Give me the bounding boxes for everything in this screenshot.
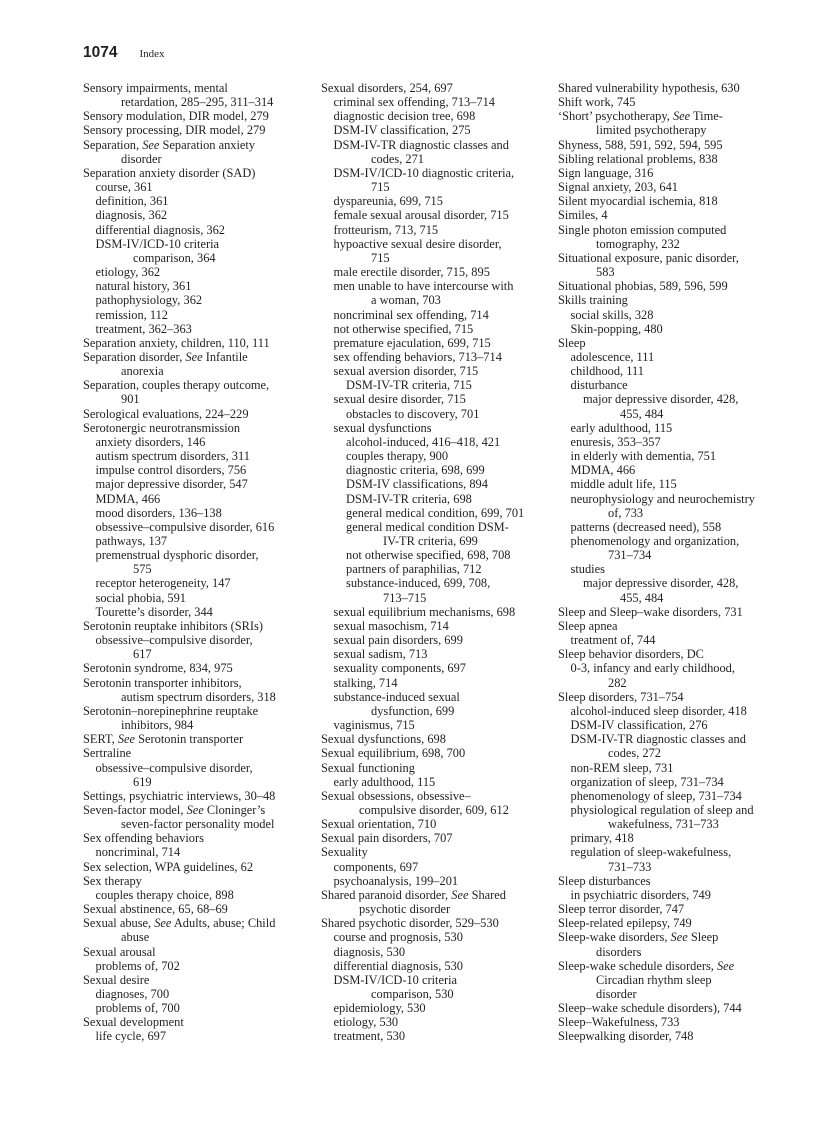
index-entry: Silent myocardial ischemia, 818: [558, 194, 718, 209]
index-entry: Sertraline: [83, 746, 132, 761]
index-subentry: couples therapy, 900: [346, 449, 449, 464]
index-entry-continuation: 282: [608, 675, 627, 690]
entry-text: Cloninger’s: [203, 802, 266, 817]
index-entry: Sleep disturbances: [558, 873, 651, 888]
index-entry-continuation: comparison, 530: [371, 987, 454, 1001]
entry-text: Shared paranoid disorder,: [321, 887, 452, 902]
index-subentry: substance-induced, 699, 708,: [346, 576, 491, 591]
index-entry: Sleep behavior disorders, DC: [558, 647, 704, 662]
entry-text: Separation anxiety: [159, 137, 256, 152]
index-entry: Serotonin–norepinephrine reuptake: [83, 703, 259, 718]
index-subentry: stalking, 714: [333, 675, 398, 690]
index-subentry: organization of sleep, 731–734: [570, 774, 724, 789]
index-subentry: DSM-IV/ICD-10 criteria: [333, 972, 458, 987]
index-entry: Sex therapy: [83, 873, 142, 888]
index-entry: Shared psychotic disorder, 529–530: [321, 916, 499, 931]
index-subentry: sexual sadism, 713: [333, 647, 428, 662]
index-entry: Sexual pain disorders, 707: [321, 831, 453, 846]
index-subentry: couples therapy choice, 898: [95, 887, 234, 902]
index-entry-continuation: 731–734: [608, 548, 652, 563]
index-subentry: mood disorders, 136–138: [95, 505, 222, 520]
entry-text: Sexual abuse,: [83, 916, 155, 931]
index-subentry: Skin-popping, 480: [570, 321, 663, 336]
index-subentry: DSM-IV-TR diagnostic classes and: [570, 732, 746, 747]
index-subentry: differential diagnosis, 362: [95, 222, 226, 237]
index-entry: [558, 959, 790, 973]
index-subentry: DSM-IV/ICD-10 diagnostic criteria,: [333, 165, 515, 180]
index-subentry: Tourette’s disorder, 344: [95, 604, 213, 619]
index-subentry: vaginismus, 715: [333, 718, 415, 733]
index-column-3: [558, 81, 790, 1044]
see-reference: See: [142, 137, 160, 152]
entry-text: Infantile: [202, 349, 248, 364]
index-entry-continuation: 731–733: [608, 859, 652, 874]
index-subentry: adolescence, 111: [570, 349, 655, 364]
see-reference: See: [186, 802, 204, 817]
running-header: [83, 44, 165, 62]
index-subentry: phenomenology of sleep, 731–734: [570, 788, 742, 803]
index-entry: Sexual obsessions, obsessive–: [321, 788, 471, 803]
index-subentry: male erectile disorder, 715, 895: [333, 265, 490, 280]
see-reference: See: [672, 109, 691, 124]
index-entry: Sleep: [558, 335, 586, 350]
index-subentry: alcohol-induced sleep disorder, 418: [570, 703, 747, 718]
index-subentry: not otherwise specified, 698, 708: [346, 548, 511, 563]
index-entry: Sexual functioning: [321, 760, 415, 775]
index-entry-continuation: abuse: [121, 930, 150, 945]
index-entry: Sex selection, WPA guidelines, 62: [83, 859, 254, 874]
entry-text: Serotonin transporter: [135, 732, 244, 747]
index-entry-continuation: wakefulness, 731–733: [608, 817, 719, 832]
index-entry-continuation: 617: [133, 647, 152, 662]
index-subentry: major depressive disorder, 428,: [583, 576, 739, 591]
index-subentry: remission, 112: [95, 307, 169, 322]
see-reference: See: [451, 887, 469, 902]
index-entry-continuation: 455, 484: [620, 590, 664, 605]
index-subentry: middle adult life, 115: [570, 477, 677, 492]
index-entry-continuation: retardation, 285–295, 311–314: [121, 95, 274, 110]
index-subentry: treatment, 362–363: [95, 321, 192, 336]
index-subentry: DSM-IV-TR diagnostic classes and: [333, 137, 509, 152]
index-subentry: etiology, 362: [95, 265, 161, 280]
see-reference: See: [185, 349, 203, 364]
index-entry: Sensory processing, DIR model, 279: [83, 123, 266, 138]
index-entry-continuation: comparison, 364: [133, 250, 216, 265]
index-entry: Sexual orientation, 710: [321, 817, 437, 832]
index-entry-continuation: codes, 271: [371, 151, 424, 166]
index-subentry: sexual dysfunctions: [333, 420, 432, 435]
index-subentry: anxiety disorders, 146: [95, 434, 206, 449]
index-entry-continuation: 455, 484: [620, 406, 664, 421]
index-subentry: general medical condition, 699, 701: [346, 505, 525, 520]
index-entry-continuation: seven-factor personality model: [121, 817, 275, 832]
index-entry: Sexual development: [83, 1015, 184, 1030]
index-subentry: early adulthood, 115: [333, 774, 436, 789]
index-column-2: [321, 81, 553, 1044]
index-subentry: DSM-IV-TR criteria, 715: [346, 378, 472, 393]
index-subentry: definition, 361: [95, 194, 169, 209]
index-entry: Sleep apnea: [558, 618, 618, 633]
index-entry-continuation: disorder: [121, 151, 162, 166]
index-entry: Sleep-related epilepsy, 749: [558, 916, 692, 931]
index-entry: Separation anxiety disorder (SAD): [83, 165, 256, 180]
index-subentry: natural history, 361: [95, 279, 192, 294]
index-entry: Sexual dysfunctions, 698: [321, 732, 446, 747]
entry-text: Adults, abuse; Child: [171, 916, 276, 931]
index-entry-continuation: 583: [596, 265, 615, 280]
index-entry: Similes, 4: [558, 208, 608, 223]
index-entry: Sexual disorders, 254, 697: [321, 81, 453, 95]
index-entry-continuation: limited psychotherapy: [596, 123, 707, 138]
index-subentry: DSM-IV-TR criteria, 698: [346, 491, 472, 506]
index-subentry: premature ejaculation, 699, 715: [333, 335, 491, 350]
index-subentry: obsessive–compulsive disorder,: [95, 760, 253, 775]
index-entry-continuation: psychotic disorder: [359, 902, 451, 917]
index-subentry: general medical condition DSM-: [346, 519, 509, 534]
index-subentry: non-REM sleep, 731: [570, 760, 674, 775]
index-entry: Shared vulnerability hypothesis, 630: [558, 81, 740, 95]
index-subentry: noncriminal sex offending, 714: [333, 307, 489, 322]
index-entry: Situational exposure, panic disorder,: [558, 250, 739, 265]
index-entry: Sexual desire: [83, 972, 150, 987]
index-entry-continuation: 575: [133, 562, 152, 577]
index-subentry: DSM-IV classifications, 894: [346, 477, 488, 492]
index-entry: Sleep–wake schedule disorders), 744: [558, 1001, 742, 1016]
page-number: 1074: [83, 44, 118, 61]
entry-text: SERT,: [83, 732, 118, 747]
index-entry: Sexual arousal: [83, 944, 156, 959]
index-entry: Sleep terror disorder, 747: [558, 902, 685, 917]
index-subentry: dyspareunia, 699, 715: [333, 194, 443, 209]
see-reference: See: [154, 916, 172, 931]
index-entry: Sensory impairments, mental: [83, 81, 228, 95]
index-entry: Sex offending behaviors: [83, 831, 204, 846]
index-subentry: course and prognosis, 530: [333, 930, 463, 945]
index-entry: [83, 916, 315, 930]
index-entry: Sleepwalking disorder, 748: [558, 1029, 694, 1044]
index-entry: Sign language, 316: [558, 165, 654, 180]
index-subentry: DSM-IV classification, 276: [570, 718, 708, 733]
index-subentry: DSM-IV classification, 275: [333, 123, 471, 138]
index-entry: Situational phobias, 589, 596, 599: [558, 279, 728, 294]
entry-text: Shared: [468, 887, 506, 902]
index-subentry: impulse control disorders, 756: [95, 463, 247, 478]
index-entry-continuation: codes, 272: [608, 746, 661, 761]
index-subentry: treatment, 530: [333, 1029, 406, 1044]
index-subentry: alcohol-induced, 416–418, 421: [346, 434, 501, 449]
index-subentry: frotteurism, 713, 715: [333, 222, 439, 237]
index-entry-continuation: of, 733: [608, 505, 644, 520]
index-subentry: in psychiatric disorders, 749: [570, 887, 711, 902]
index-subentry: partners of paraphilias, 712: [346, 562, 482, 577]
index-entry: Sexual abstinence, 65, 68–69: [83, 902, 228, 917]
entry-text: Time-: [690, 109, 723, 124]
index-subentry: MDMA, 466: [95, 491, 161, 506]
index-subentry: diagnostic decision tree, 698: [333, 109, 476, 124]
index-entry: Serotonergic neurotransmission: [83, 420, 241, 435]
index-entry-continuation: 715: [371, 180, 390, 195]
index-subentry: sexual masochism, 714: [333, 618, 449, 633]
index-entry-continuation: tomography, 232: [596, 236, 680, 251]
index-subentry: female sexual arousal disorder, 715: [333, 208, 509, 223]
index-entry: Sibling relational problems, 838: [558, 151, 718, 166]
index-subentry: pathways, 137: [95, 534, 168, 548]
index-subentry: premenstrual dysphoric disorder,: [95, 548, 259, 563]
index-subentry: sexual pain disorders, 699: [333, 633, 463, 648]
index-subentry: criminal sex offending, 713–714: [333, 95, 496, 110]
index-entry: [83, 732, 315, 746]
entry-text: Sleep-wake disorders,: [558, 930, 671, 945]
entry-text: Sleep: [687, 930, 719, 945]
index-entry-continuation: IV-TR criteria, 699: [383, 534, 478, 548]
index-entry: Sensory modulation, DIR model, 279: [83, 109, 269, 124]
index-subentry: pathophysiology, 362: [95, 293, 203, 308]
see-reference: See: [670, 930, 688, 945]
index-entry: Sleep disorders, 731–754: [558, 689, 684, 704]
index-subentry: in elderly with dementia, 751: [570, 449, 717, 464]
index-entry: Serological evaluations, 224–229: [83, 406, 249, 421]
index-entry: Shift work, 745: [558, 95, 636, 110]
index-subentry: DSM-IV/ICD-10 criteria: [95, 236, 220, 251]
index-subentry: early adulthood, 115: [570, 420, 673, 435]
entry-text: Sleep-wake schedule disorders,: [558, 958, 717, 973]
index-entry-continuation: anorexia: [121, 364, 164, 379]
index-subentry: diagnostic criteria, 698, 699: [346, 463, 485, 478]
index-entry-continuation: inhibitors, 984: [121, 718, 194, 733]
index-subentry: regulation of sleep-wakefulness,: [570, 845, 732, 860]
index-subentry: etiology, 530: [333, 1015, 399, 1030]
index-entry: [83, 138, 315, 152]
index-entry-continuation: dysfunction, 699: [371, 703, 455, 718]
index-entry: Sexual equilibrium, 698, 700: [321, 746, 466, 761]
index-entry: [83, 350, 315, 364]
index-subentry: disturbance: [570, 378, 628, 393]
index-entry-continuation: compulsive disorder, 609, 612: [359, 802, 509, 817]
entry-text: Seven-factor model,: [83, 802, 187, 817]
index-subentry: physiological regulation of sleep and: [570, 802, 754, 817]
index-subentry: major depressive disorder, 428,: [583, 392, 739, 407]
index-subentry: sexual desire disorder, 715: [333, 392, 466, 407]
entry-text: ‘Short’ psychotherapy,: [558, 109, 673, 124]
index-entry-continuation: 901: [121, 392, 140, 407]
index-subentry: obsessive–compulsive disorder, 616: [95, 519, 275, 534]
index-subentry: diagnosis, 362: [95, 208, 168, 223]
index-subentry: course, 361: [95, 180, 153, 195]
index-subentry: autism spectrum disorders, 311: [95, 449, 250, 464]
index-subentry: psychoanalysis, 199–201: [333, 873, 459, 888]
index-subentry: diagnoses, 700: [95, 987, 170, 1001]
index-entry: [83, 803, 315, 817]
index-entry: [558, 109, 790, 123]
index-entry-continuation: a woman, 703: [371, 293, 441, 308]
index-subentry: sexuality components, 697: [333, 661, 466, 676]
index-subentry: hypoactive sexual desire disorder,: [333, 236, 502, 251]
index-subentry: sexual equilibrium mechanisms, 698: [333, 604, 516, 619]
index-entry-continuation: disorders: [596, 944, 642, 959]
index-entry: Sleep and Sleep–wake disorders, 731: [558, 604, 743, 619]
entry-text: Separation,: [83, 137, 143, 152]
index-subentry: receptor heterogeneity, 147: [95, 576, 231, 591]
see-reference: See: [117, 732, 136, 747]
index-subentry: substance-induced sexual: [333, 689, 460, 704]
index-subentry: childhood, 111: [570, 364, 644, 379]
index-entry: Separation anxiety, children, 110, 111: [83, 335, 270, 350]
index-subentry: differential diagnosis, 530: [333, 958, 464, 973]
index-entry: Sexuality: [321, 845, 368, 860]
index-entry-continuation: 715: [371, 250, 390, 265]
index-subentry: sexual aversion disorder, 715: [333, 364, 479, 379]
index-entry: Signal anxiety, 203, 641: [558, 180, 678, 195]
index-subentry: sex offending behaviors, 713–714: [333, 349, 502, 364]
index-subentry: major depressive disorder, 547: [95, 477, 248, 492]
index-entry-continuation: 713–715: [383, 590, 427, 605]
index-entry-continuation: autism spectrum disorders, 318: [121, 689, 276, 704]
index-subentry: noncriminal, 714: [95, 845, 181, 860]
index-subentry: problems of, 700: [95, 1001, 180, 1016]
index-subentry: MDMA, 466: [570, 463, 636, 478]
index-subentry: men unable to have intercourse with: [333, 279, 514, 294]
index-subentry: studies: [570, 562, 605, 577]
index-column-1: [83, 81, 315, 1044]
index-entry: Settings, psychiatric interviews, 30–48: [83, 788, 276, 803]
index-subentry: patterns (decreased need), 558: [570, 519, 722, 534]
index-entry-continuation: Circadian rhythm sleep: [596, 972, 712, 987]
see-reference: See: [716, 958, 735, 973]
index-entry: Skills training: [558, 293, 628, 308]
index-subentry: 0-3, infancy and early childhood,: [570, 661, 735, 676]
running-title: Index: [139, 48, 165, 60]
index-subentry: life cycle, 697: [95, 1029, 167, 1044]
index-entry: [321, 888, 553, 902]
index-subentry: obsessive–compulsive disorder,: [95, 633, 253, 648]
index-entry: Serotonin reuptake inhibitors (SRIs): [83, 618, 263, 633]
index-subentry: obstacles to discovery, 701: [346, 406, 480, 421]
index-subentry: not otherwise specified, 715: [333, 321, 474, 336]
index-entry: [558, 930, 790, 944]
index-entry: Shyness, 588, 591, 592, 594, 595: [558, 137, 723, 152]
index-entry: Serotonin syndrome, 834, 975: [83, 661, 233, 676]
index-subentry: phenomenology and organization,: [570, 534, 740, 548]
index-entry: Separation, couples therapy outcome,: [83, 378, 270, 393]
index-subentry: social skills, 328: [570, 307, 654, 322]
index-entry: Sleep–Wakefulness, 733: [558, 1015, 680, 1030]
index-subentry: treatment of, 744: [570, 633, 656, 648]
index-entry-continuation: disorder: [596, 987, 637, 1001]
index-entry-continuation: 619: [133, 774, 152, 789]
entry-text: Separation disorder,: [83, 349, 186, 364]
index-subentry: components, 697: [333, 859, 419, 874]
index-subentry: enuresis, 353–357: [570, 434, 661, 449]
index-entry: Serotonin transporter inhibitors,: [83, 675, 242, 690]
index-subentry: primary, 418: [570, 831, 634, 846]
index-subentry: neurophysiology and neurochemistry: [570, 491, 755, 506]
index-entry: Single photon emission computed: [558, 222, 727, 237]
index-subentry: epidemiology, 530: [333, 1001, 426, 1016]
index-subentry: problems of, 702: [95, 958, 180, 973]
index-subentry: diagnosis, 530: [333, 944, 406, 959]
index-subentry: social phobia, 591: [95, 590, 187, 605]
